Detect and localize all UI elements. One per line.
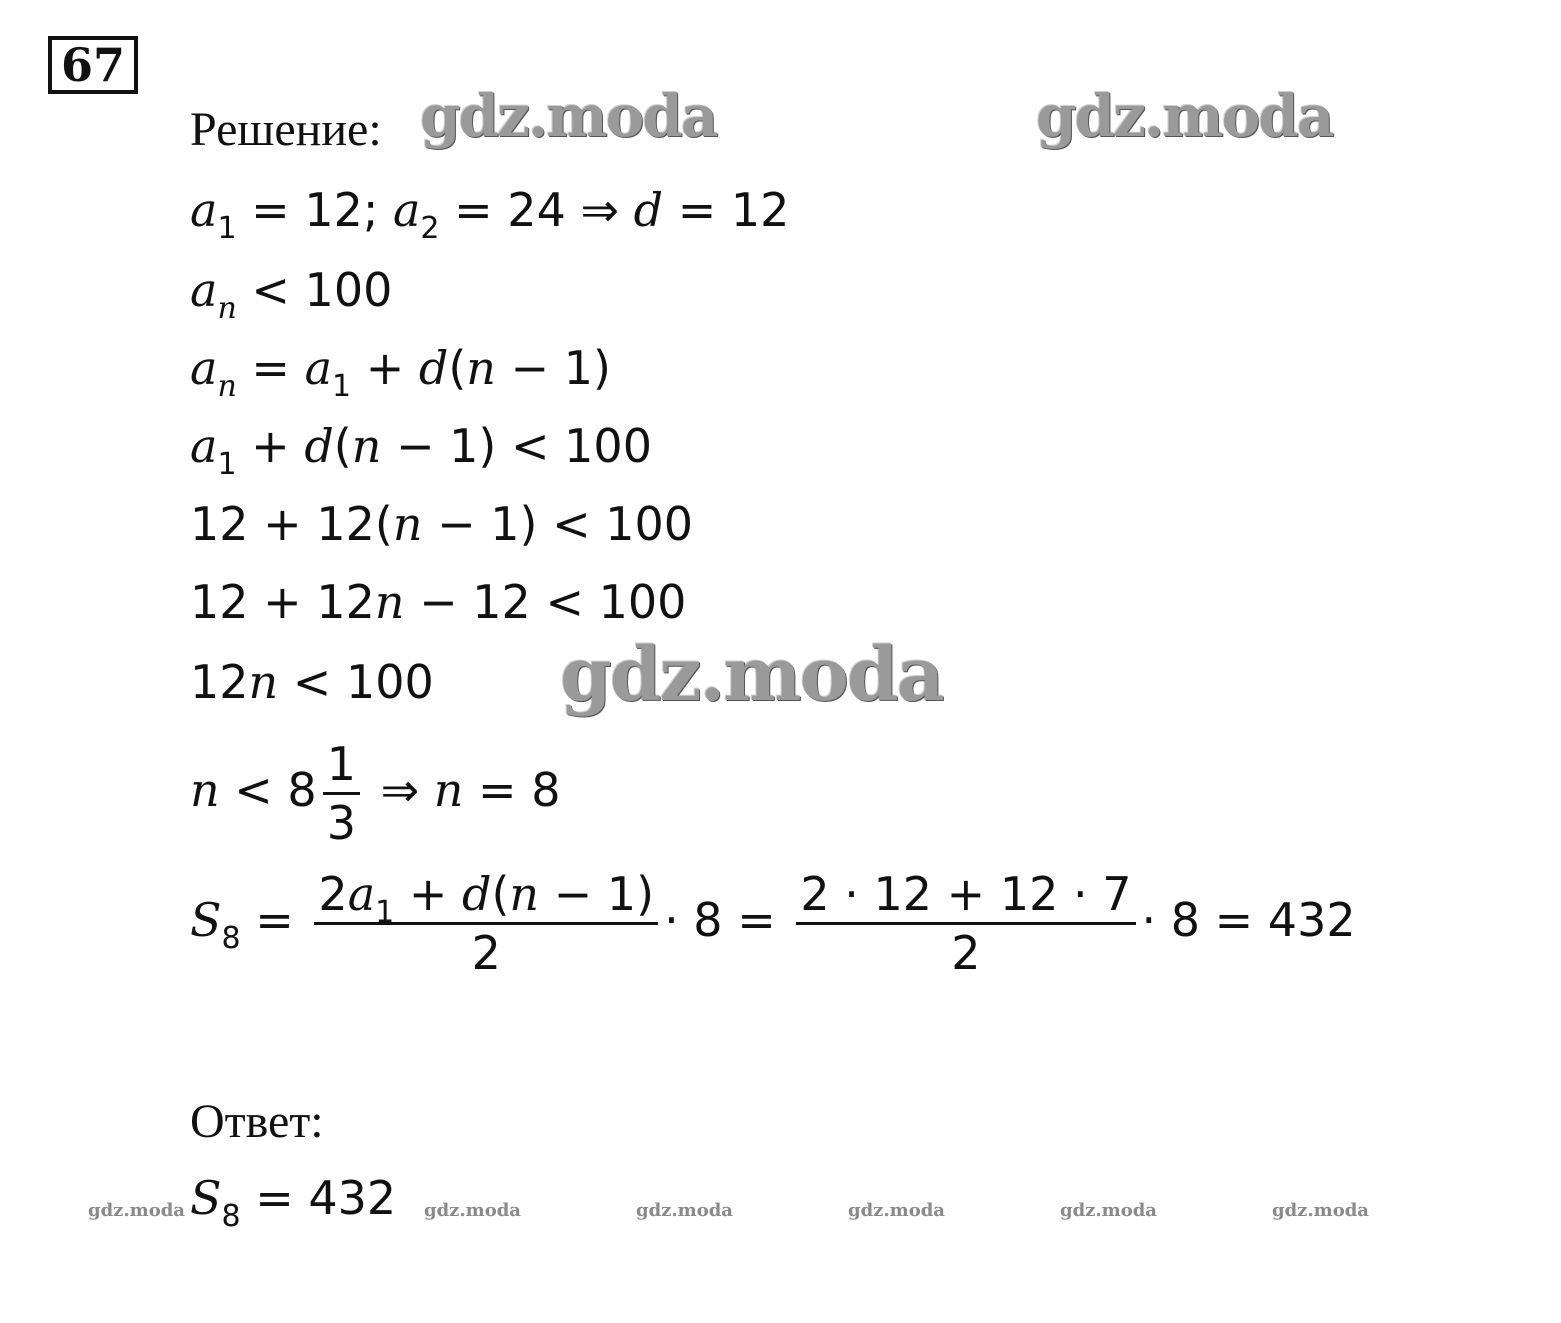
math-line-5: 12 + 12(n − 1) < 100: [190, 497, 694, 551]
watermark: gdz.moda: [420, 82, 717, 150]
answer-value: $S_8 = 432$: [190, 1171, 397, 1234]
math-line-7: 12n < 100: [190, 655, 434, 709]
math-line-4: $a_1 + d(n - 1) < 100$: [190, 419, 652, 482]
watermark: gdz.moda: [848, 1200, 945, 1221]
math-line-8: n < 8 $\frac{1}{3}$ ⇒ n = 8: [190, 737, 561, 850]
answer-label: Ответ:: [190, 1095, 324, 1148]
math-line-6: 12 + 12n − 12 < 100: [190, 575, 687, 629]
problem-number: 67: [48, 36, 138, 94]
watermark: gdz.moda: [1272, 1200, 1369, 1221]
math-line-1: $a_1 = 12$; $a_2 = 24$ ⇒ d = 12: [190, 183, 790, 246]
watermark: gdz.moda: [1060, 1200, 1157, 1221]
math-line-9: $S_8$ = $\frac{2a_1 + d(n - 1)}{2}$ · 8 = $\frac{2 \cdot 12 + 12 \cdot 7}{2}$ · 8 = 432: [190, 867, 1356, 980]
watermark: gdz.moda: [424, 1200, 521, 1221]
solution-label: Решение:: [190, 103, 382, 156]
watermark: gdz.moda: [88, 1200, 185, 1221]
math-line-2: $a_n < 100$: [190, 263, 393, 326]
fraction: $\frac{1}{3}$: [323, 736, 360, 851]
fraction: $\frac{2 \cdot 12 + 12 \cdot 7}{2}$: [796, 866, 1135, 981]
fraction: $\frac{2a_1 + d(n - 1)}{2}$: [314, 866, 658, 981]
watermark: gdz.moda: [1036, 82, 1333, 150]
math-line-3: $a_n = a_1 + d(n - 1)$: [190, 341, 611, 404]
watermark: gdz.moda: [636, 1200, 733, 1221]
watermark: gdz.moda: [560, 632, 943, 718]
